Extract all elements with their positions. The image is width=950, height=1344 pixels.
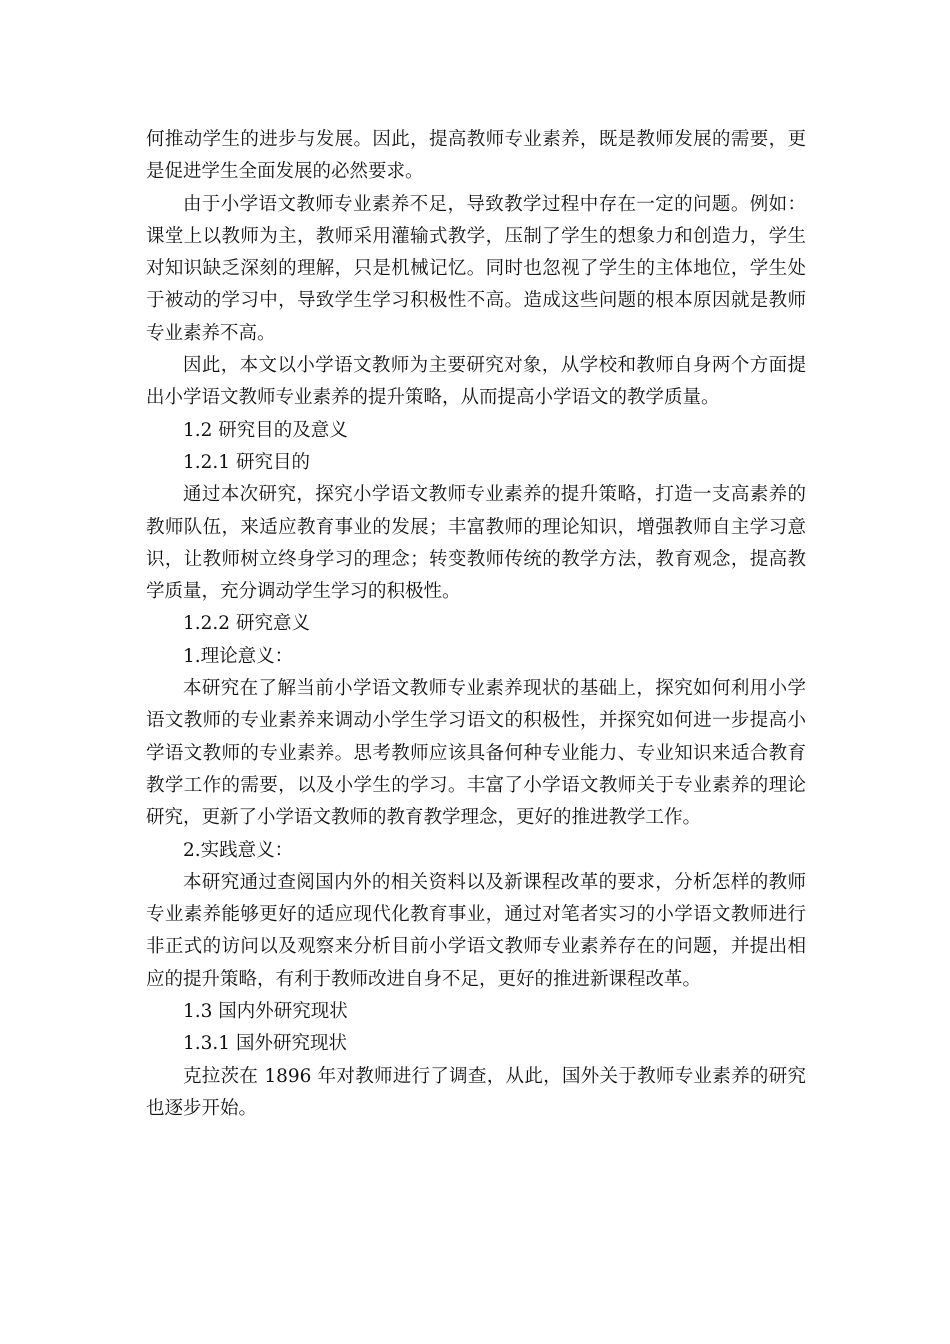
paragraph-research-object: 因此，本文以小学语文教师为主要研究对象，从学校和教师自身两个方面提出小学语文教师专业素养的提升策略，从而提高小学语文的教学质量。 [146,355,806,409]
paragraph-practical-significance: 本研究通过查阅国内外的相关资料以及新课程改革的要求，分析怎样的教师专业素养能够更好的适应现代化教育事业，通过对笔者实习的小学语文教师进行非正式的访问以及观察来分析目前小学语文教师专业素养存在的问题，并提出相应的提升策略，有利于教师改进自身不足，更好的推进新课程改革。 [146,871,806,990]
document-page [146,124,806,1125]
section-heading-1-2: 1.2 研究目的及意义 [183,419,348,441]
paragraph-theoretical-significance: 本研究在了解当前小学语文教师专业素养现状的基础上，探究如何利用小学语文教师的专业素养来调动小学生学习语文的积极性，并探究如何进一步提高小学语文教师的专业素养。思考教师应该具备何种专业能力、专业知识来适合教育教学工作的需要，以及小学生的学习。丰富了小学语文教师关于专业素养的理论研究，更新了小学语文教师的教育教学理念，更好的推进教学工作。 [146,678,806,829]
subsection-heading-1-2-1: 1.2.1 研究目的 [183,451,310,473]
subsection-heading-1-3-1: 1.3.1 国外研究现状 [183,1033,347,1055]
item-heading-practical: 2.实践意义： [183,839,294,861]
paragraph-foreign-research: 克拉茨在 1896 年对教师进行了调查，从此，国外关于教师专业素养的研究也逐步开始。 [146,1065,806,1119]
item-heading-theoretical: 1.理论意义： [183,645,294,667]
paragraph-continuation: 何推动学生的进步与发展。因此，提高教师专业素养，既是教师发展的需要，更是促进学生全面发展的必然要求。 [146,129,806,183]
section-heading-1-3: 1.3 国内外研究现状 [183,1001,348,1023]
paragraph-problems: 由于小学语文教师专业素养不足，导致教学过程中存在一定的问题。例如：课堂上以教师为主，教师采用灌输式教学，压制了学生的想象力和创造力，学生对知识缺乏深刻的理解，只是机械记忆。同时也忽视了学生的主体地位，学生处于被动的学习中，导致学生学习积极性不高。造成这些问题的根本原因就是教师专业素养不高。 [146,193,806,344]
subsection-heading-1-2-2: 1.2.2 研究意义 [183,613,310,635]
paragraph-research-purpose: 通过本次研究，探究小学语文教师专业素养的提升策略，打造一支高素养的教师队伍，来适应教育事业的发展；丰富教师的理论知识，增强教师自主学习意识，让教师树立终身学习的理念；转变教师传统的教学方法，教育观念，提高教学质量，充分调动学生学习的积极性。 [146,484,806,603]
